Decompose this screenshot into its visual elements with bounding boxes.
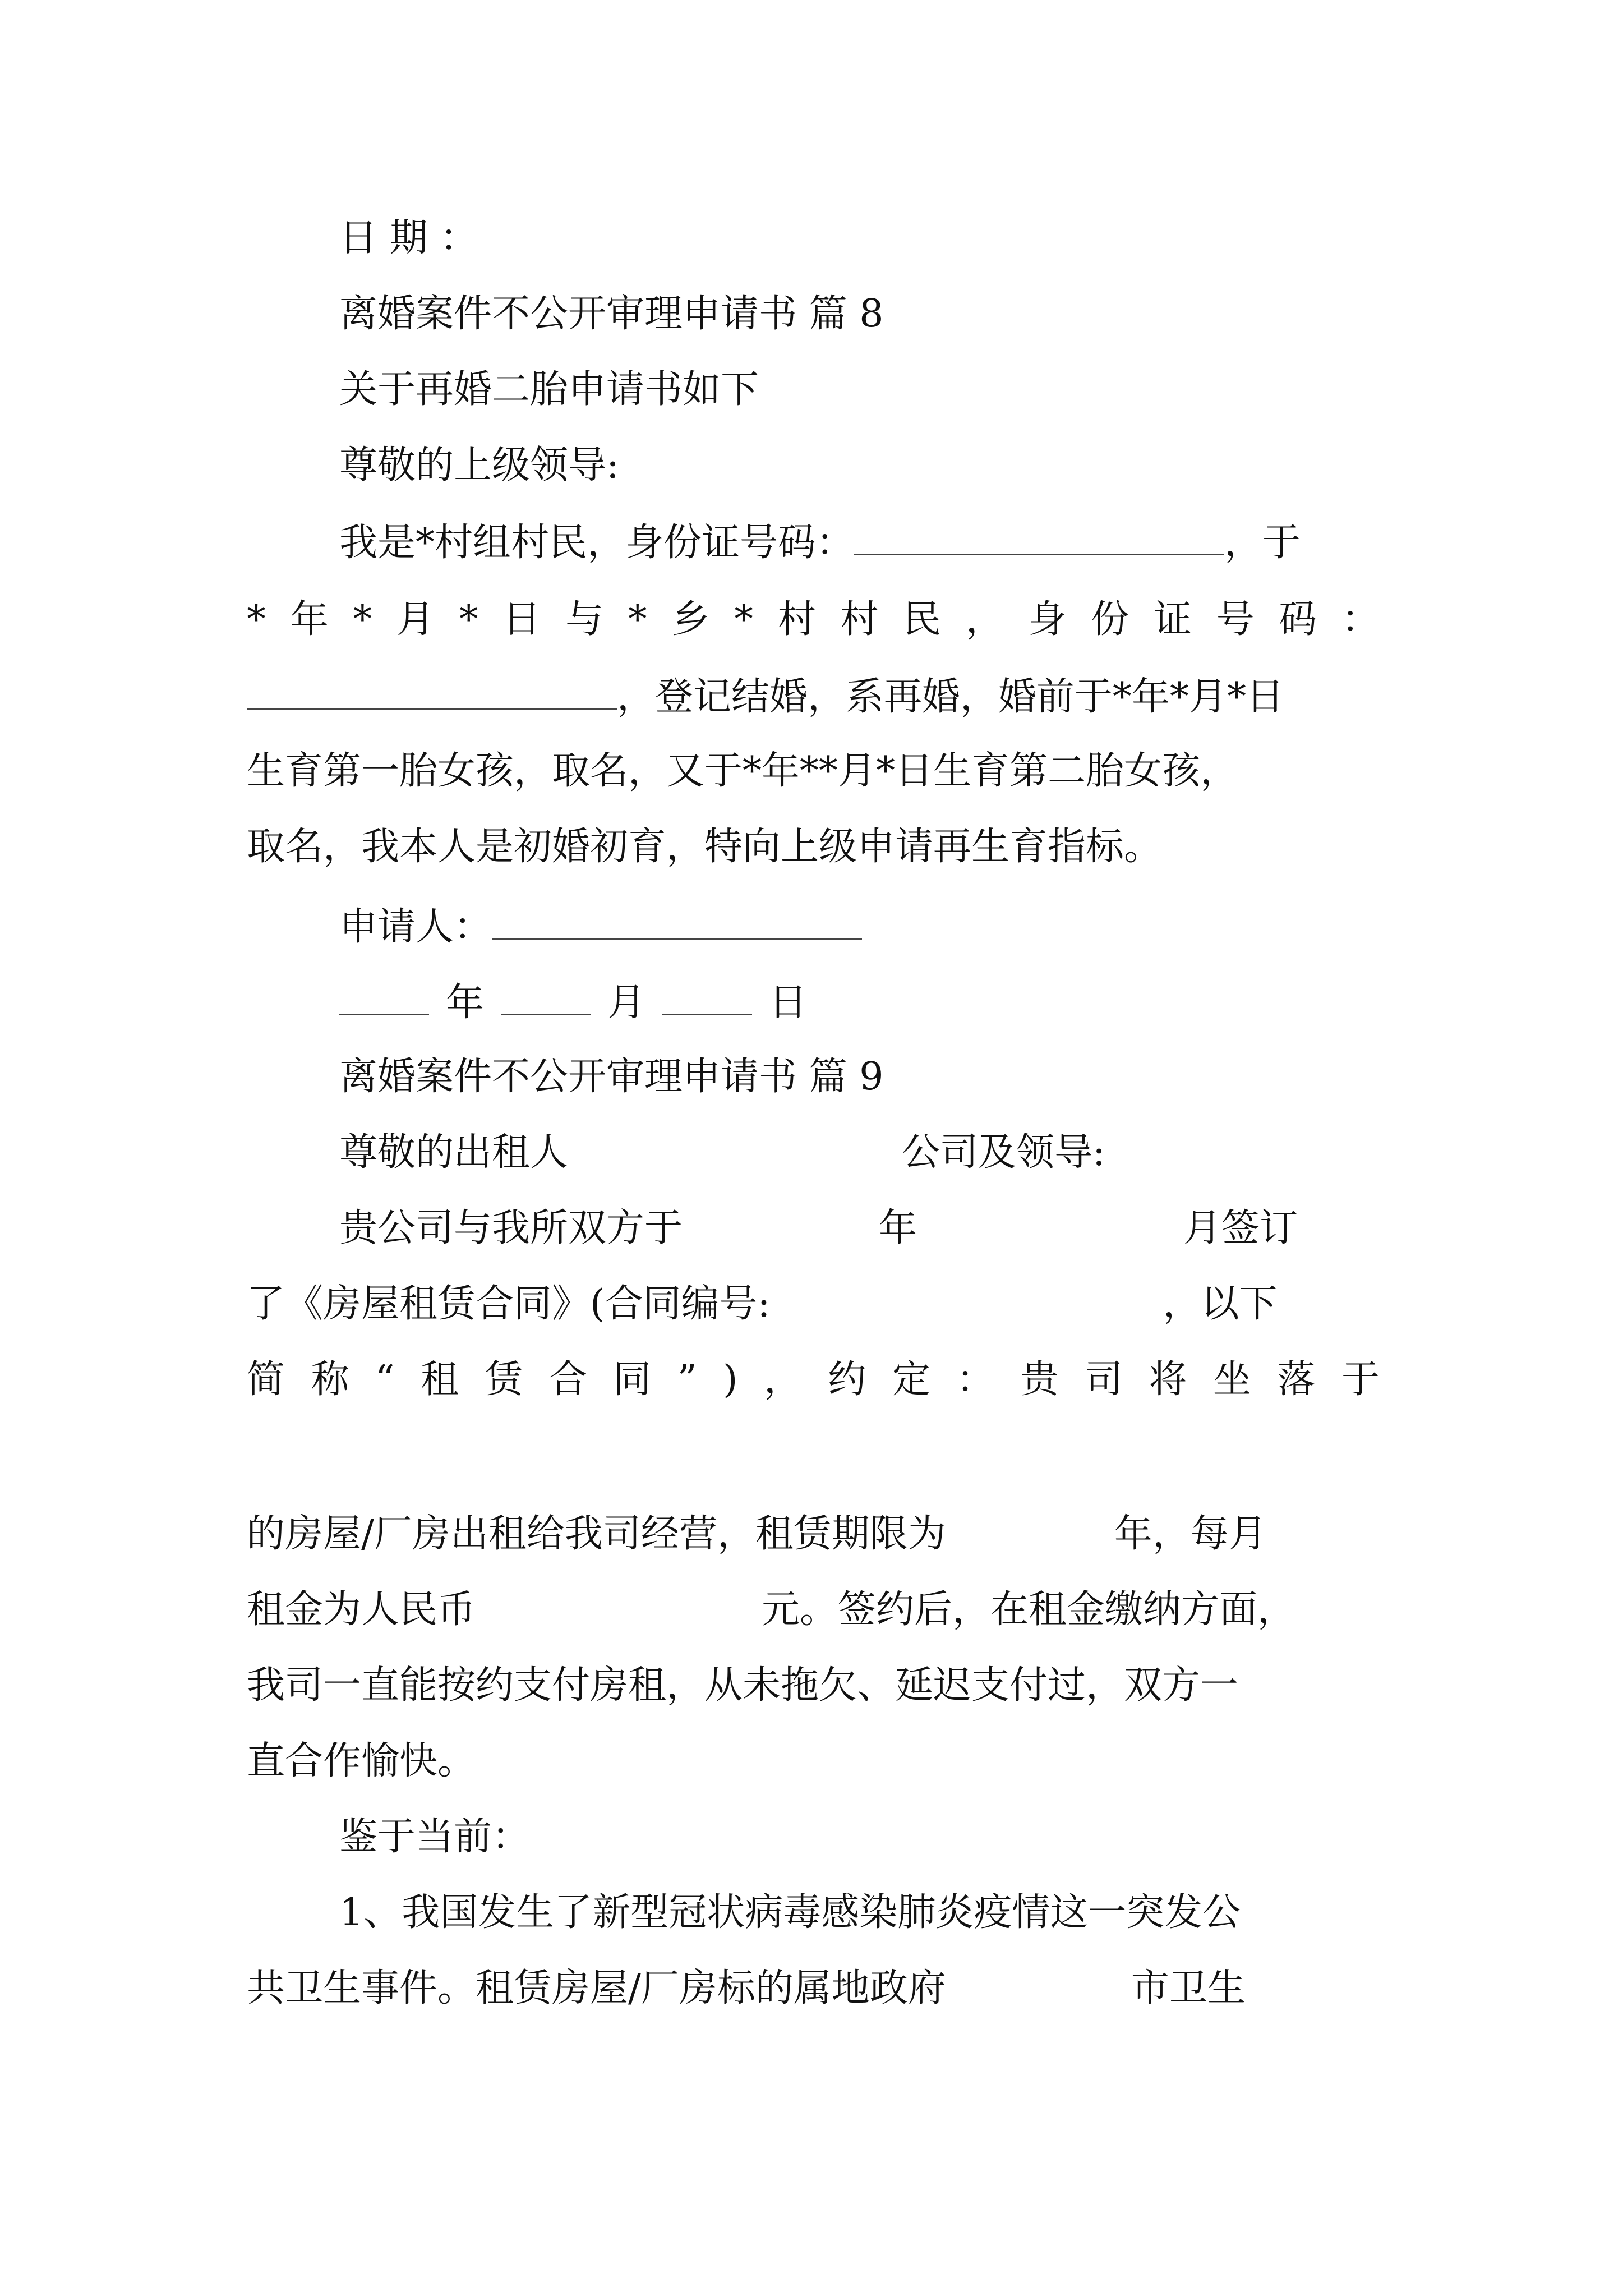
contract-line-1-year: 年 <box>879 1206 917 1250</box>
char: 贵 <box>1020 1358 1059 1402</box>
char: 落 <box>1277 1358 1316 1402</box>
contract-line-5-end: 元。签约后，在租金缴纳方面， <box>762 1588 1296 1632</box>
char: * <box>734 597 754 642</box>
char: 号 <box>1216 597 1255 642</box>
section-heading-9: 离婚案件不公开审理申请书 篇 9 <box>339 1055 884 1099</box>
salutation-2-end: 公司及领导: <box>902 1130 1105 1175</box>
char: 租 <box>421 1358 459 1402</box>
char: 日 <box>502 597 541 642</box>
char: 民 <box>903 597 942 642</box>
month-label: 月 <box>607 981 646 1025</box>
item-1-line-2-text: 共卫生事件。租赁房屋/厂房标的属地政府 <box>247 1966 946 2010</box>
applicant-label: 申请人： <box>339 905 492 949</box>
section-heading-8: 离婚案件不公开审理申请书 篇 8 <box>339 292 884 336</box>
contract-line-1-end: 月签订 <box>1183 1206 1298 1250</box>
char: 码 <box>1279 597 1317 642</box>
char: 赁 <box>485 1358 523 1402</box>
contract-line-3 <box>247 1358 1380 1402</box>
signature-date-line <box>339 979 807 1025</box>
char: 定 <box>892 1358 930 1402</box>
body-line-1 <box>339 519 1301 565</box>
contract-line-5 <box>247 1588 1295 1632</box>
id-number-blank <box>854 519 1224 555</box>
char: 于 <box>1341 1358 1380 1402</box>
item-1-line-2 <box>247 1966 1246 2011</box>
char: “ <box>375 1358 395 1402</box>
year-label: 年 <box>446 981 485 1025</box>
char: 村 <box>840 597 879 642</box>
char: 份 <box>1091 597 1129 642</box>
char: 年 <box>290 597 329 642</box>
contract-line-4-end: 年，每月 <box>1114 1512 1267 1556</box>
item-1-line-2-end: 市卫生 <box>1131 1966 1246 2010</box>
day-label: 日 <box>769 981 808 1025</box>
applicant-blank <box>492 903 862 940</box>
char: 证 <box>1153 597 1192 642</box>
char: 身 <box>1028 597 1067 642</box>
contract-line-6: 我司一直能按约支付房租，从未拖欠、延迟支付过，双方一 <box>247 1663 1239 1708</box>
contract-line-2-end: ，以下 <box>1163 1282 1278 1326</box>
char: ， <box>965 597 1004 642</box>
whereas-heading: 鉴于当前： <box>339 1815 531 1859</box>
contract-line-5-text: 租金为人民币 <box>247 1588 476 1632</box>
char: 将 <box>1149 1358 1187 1402</box>
contract-line-4 <box>247 1512 1267 1557</box>
char: * <box>353 597 372 642</box>
contract-line-4-text: 的房屋/厂房出租给我司经营，租赁期限为 <box>247 1512 946 1556</box>
body-line-1-text: 我是*村组村民，身份证号码： <box>339 521 855 565</box>
char: 村 <box>777 597 816 642</box>
char: 约 <box>828 1358 866 1402</box>
year-blank <box>339 979 429 1015</box>
char: * <box>247 597 266 642</box>
salutation-2 <box>339 1130 1105 1175</box>
month-blank <box>501 979 591 1015</box>
day-blank <box>662 979 752 1015</box>
salutation-2-text: 尊敬的出租人 <box>339 1130 569 1175</box>
char: 与 <box>565 597 604 642</box>
applicant-line <box>339 903 862 950</box>
id-number-blank-2 <box>247 673 617 710</box>
char: 坐 <box>1213 1358 1252 1402</box>
body-line-1-end: ，于 <box>1224 521 1301 565</box>
body-line-3-text: ，登记结婚，系再婚，婚前于*年*月*日 <box>617 675 1285 719</box>
contract-line-7: 直合作愉快。 <box>247 1739 476 1783</box>
char: 司 <box>1085 1358 1123 1402</box>
item-1-line-1: 1、我国发生了新型冠状病毒感染肺炎疫情这一突发公 <box>339 1890 1241 1935</box>
contract-line-2-text: 了《房屋租赁合同》(合同编号: <box>247 1282 771 1326</box>
contract-line-1 <box>339 1206 1298 1251</box>
char: ， <box>763 1358 802 1402</box>
char: 同 <box>613 1358 652 1402</box>
body-line-4: 生育第一胎女孩，取名，又于*年**月*日生育第二胎女孩， <box>247 749 1239 793</box>
char: 称 <box>311 1358 349 1402</box>
char: ： <box>1341 597 1380 642</box>
body-line-3 <box>247 673 1284 720</box>
char: ) <box>723 1358 738 1402</box>
char: ： <box>956 1358 995 1402</box>
char: * <box>459 597 478 642</box>
application-title: 关于再婚二胎申请书如下 <box>339 367 759 412</box>
char: 合 <box>548 1358 587 1402</box>
char: 乡 <box>671 597 710 642</box>
char: 简 <box>247 1358 285 1402</box>
char: ” <box>677 1358 697 1402</box>
contract-line-2 <box>247 1282 1277 1327</box>
char: * <box>628 597 647 642</box>
body-line-5: 取名，我本人是初婚初育，特向上级申请再生育指标。 <box>247 825 1163 869</box>
body-line-2 <box>247 597 1380 642</box>
date-line: 日 期 ： <box>339 216 478 260</box>
salutation: 尊敬的上级领导: <box>339 443 619 487</box>
char: 月 <box>396 597 435 642</box>
contract-line-1-text: 贵公司与我所双方于 <box>339 1206 683 1250</box>
